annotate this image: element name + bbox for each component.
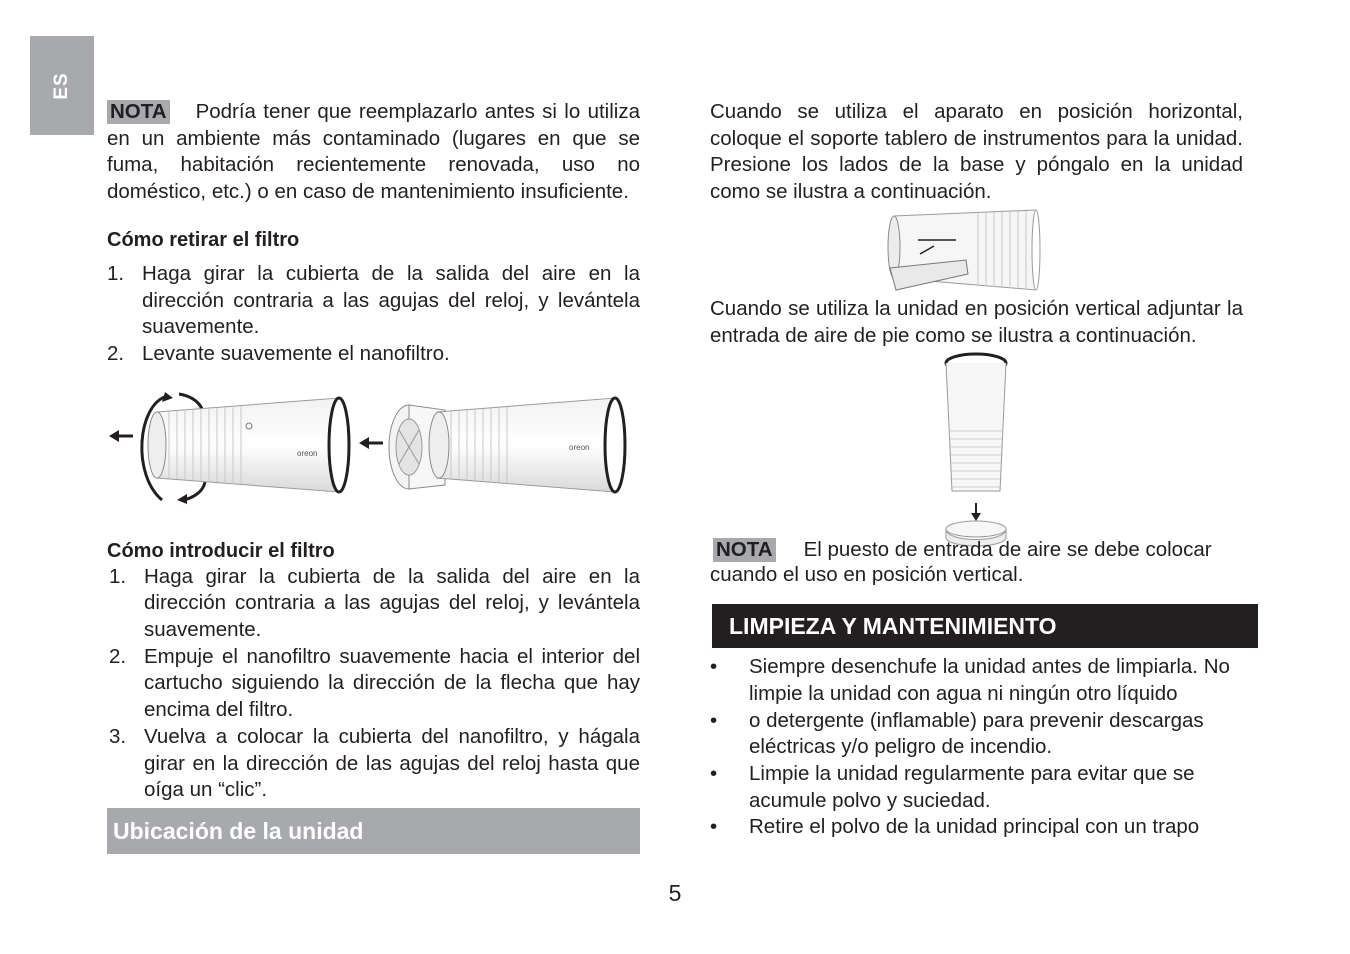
purifier-cartridge-illustration (429, 398, 625, 492)
step-number: 1. (107, 261, 125, 285)
list-item (109, 564, 640, 644)
note-badge: NOTA (107, 100, 170, 124)
step-text: Empuje el nanofiltro suavemente hacia el interior del cartucho siguiendo la dirección de la flecha que hay encima del filtro. (144, 644, 640, 722)
list-item-text: Siempre desenchufe la unidad antes de limpiarla. No limpie la unidad con agua ni ningún otro líquido (749, 655, 1230, 705)
air-intake-stand-icon (946, 521, 1006, 537)
purifier-unit-illustration (148, 398, 349, 492)
bullet: • (710, 815, 718, 839)
step-text: Haga girar la cubierta de la salida del aire en la dirección contraria a las agujas del reloj, y levántela suavemente. (142, 261, 640, 339)
list-item (710, 814, 1243, 841)
right-column (710, 99, 1243, 841)
list-item (109, 724, 640, 804)
down-arrow-icon (971, 503, 981, 521)
page-number: 5 (668, 880, 682, 906)
brand-logo-text: oreon (569, 442, 590, 452)
bullet: • (710, 762, 718, 786)
list-item-text: Retire el polvo de la unidad principal con un trapo (749, 815, 1200, 839)
list-item (710, 761, 1243, 814)
list-item-text: Limpie la unidad regularmente para evitar que se acumule polvo y suciedad. (749, 762, 1195, 812)
remove-filter-heading: Cómo retirar el filtro (107, 228, 300, 251)
cleaning-section-heading (712, 604, 1258, 648)
horizontal-use-paragraph: Cuando se utiliza el aparato en posición horizontal, coloque el soporte tablero de instrumentos para la unidad. Presione los lados de la base y póngalo en la unidad como se ilustra a continuación. (710, 100, 1243, 204)
language-tab (30, 36, 94, 135)
step-text: Vuelva a colocar la cubierta del nanofiltro, y hágala girar en la dirección de las agujas del reloj hasta que oíga un “clic”. (144, 724, 640, 802)
horizontal-stand-illustration (886, 208, 1046, 292)
list-item (109, 644, 640, 724)
language-tab-label: ES (51, 72, 72, 100)
pull-arrow-left-icon (109, 430, 133, 442)
vertical-use-paragraph: Cuando se utiliza la unidad en posición vertical adjuntar la entrada de aire de pie como se ilustra a continuación. (710, 296, 1243, 347)
list-item (710, 708, 1243, 761)
vertical-stand-illustration (940, 351, 1010, 547)
list-item (107, 261, 640, 341)
filter-removal-illustration (107, 390, 637, 504)
step-text: Levante suavemente el nanofiltro. (142, 341, 450, 365)
note-text: Podría tener que reemplazarlo antes si lo utiliza en un ambiente más contaminado (lugares en que se fuma, habitación recientemente renovada, uso no doméstico, etc.) o en caso de mantenimiento insuficiente. (107, 100, 640, 204)
bullet: • (710, 708, 718, 732)
step-number: 2. (107, 341, 125, 365)
insert-steps-list (107, 564, 640, 804)
list-item (710, 654, 1243, 707)
step-number: 3. (109, 724, 127, 748)
insert-filter-heading: Cómo introducir el filtro (107, 539, 335, 562)
location-heading-text: Ubicación de la unidad (113, 817, 364, 844)
insert-arrow-icon (359, 437, 383, 449)
note-badge: NOTA (713, 538, 776, 562)
location-section-heading (107, 808, 640, 854)
brand-logo-text: oreon (297, 448, 318, 458)
list-item-text: o detergente (inflamable) para prevenir descargas eléctricas y/o peligro de incendio. (749, 708, 1204, 759)
note-paragraph-right (710, 537, 1243, 587)
left-column (107, 99, 640, 854)
cleaning-list (710, 654, 1243, 841)
bullet: • (710, 655, 718, 679)
remove-steps-list (107, 261, 640, 368)
cleaning-heading-text: LIMPIEZA Y MANTENIMIENTO (729, 613, 1057, 640)
list-item (107, 341, 640, 368)
step-number: 2. (109, 644, 127, 668)
step-number: 1. (109, 564, 127, 588)
note-text: El puesto de entrada de aire se debe colocar cuando el uso en posición vertical. (710, 538, 1212, 587)
note-paragraph (107, 99, 640, 206)
step-text: Haga girar la cubierta de la salida del aire en la dirección contraria a las agujas del reloj, y levántela suavemente. (144, 564, 640, 642)
